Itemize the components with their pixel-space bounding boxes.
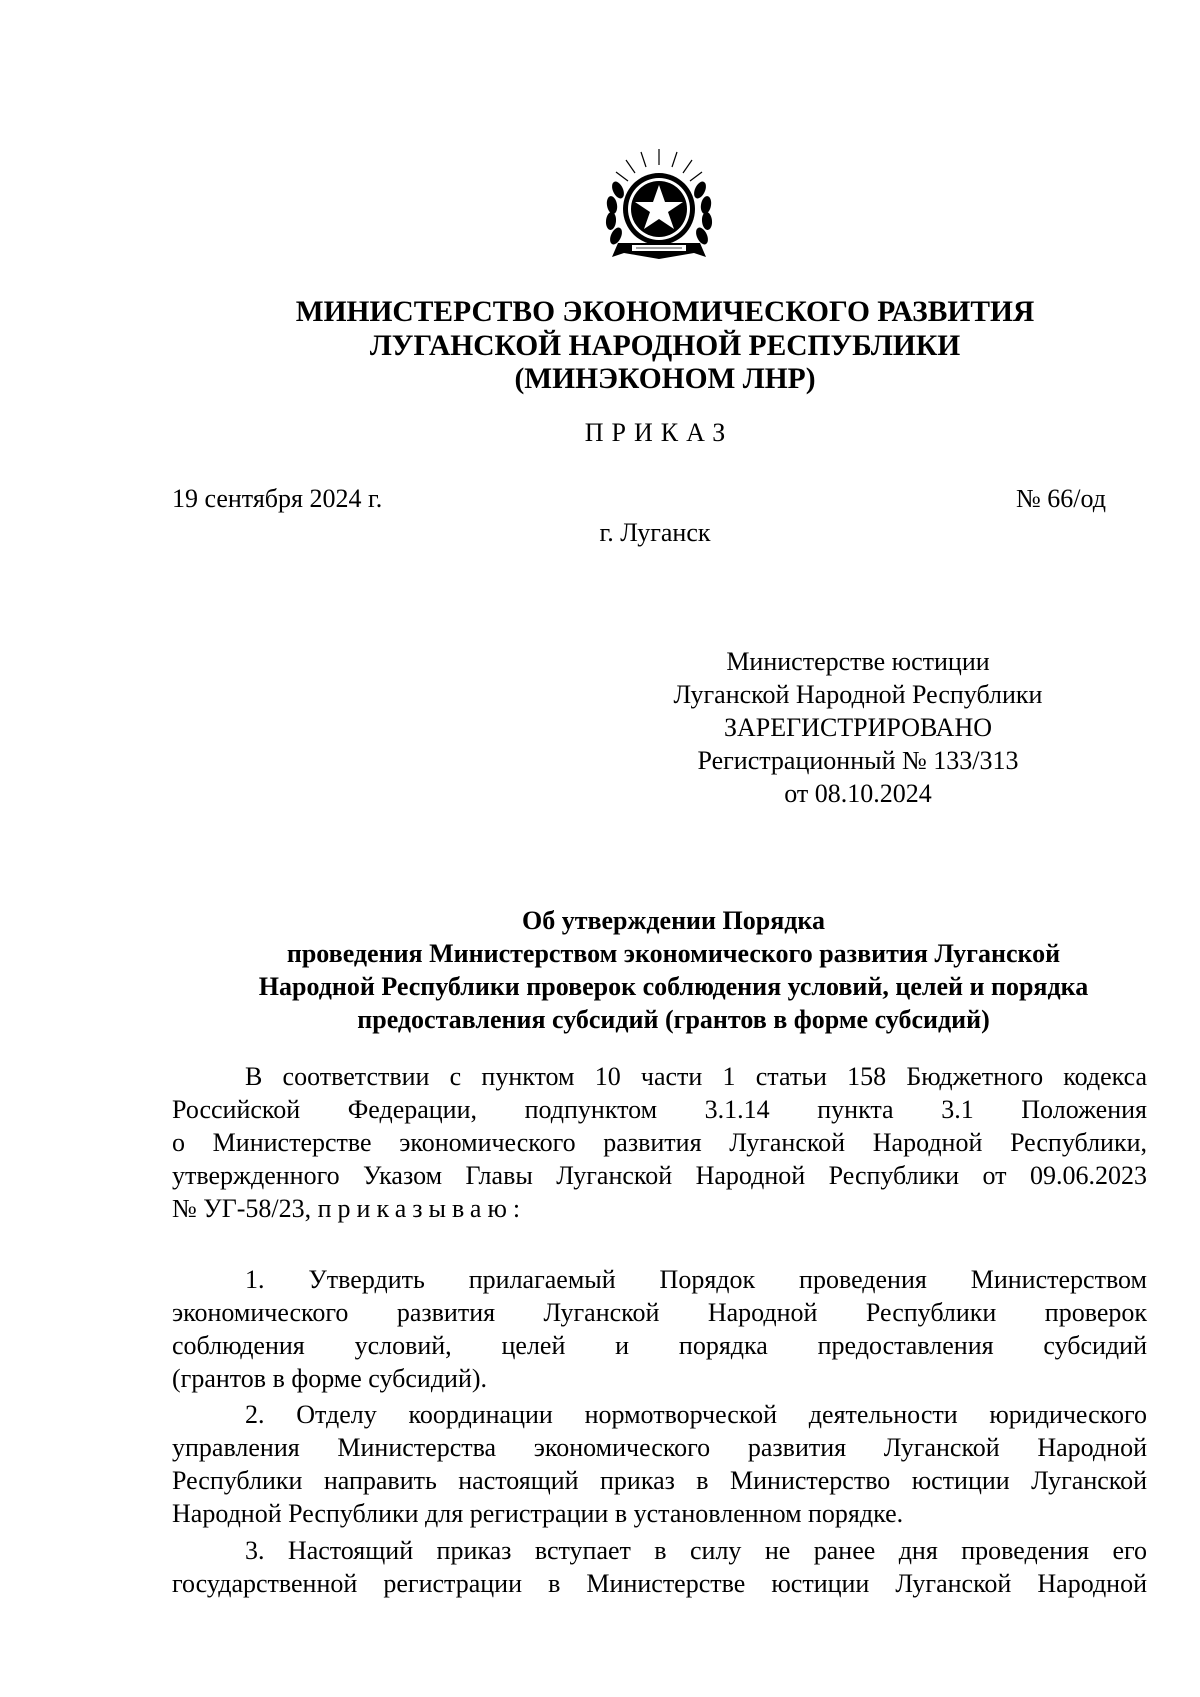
ministry-name-line2: ЛУГАНСКОЙ НАРОДНОЙ РЕСПУБЛИКИ (369, 329, 961, 362)
item-line: 3. Настоящий приказ вступает в силу не ранее дня проведения его (245, 1536, 1147, 1565)
title-line2: проведения Министерством экономического развития Луганской (286, 939, 1061, 968)
item-line: Народной Республики для регистрации в установленном порядке. (172, 1499, 904, 1528)
item-line: государственной регистрации в Министерстве юстиции Луганской Народной (172, 1569, 1147, 1598)
registration-line1: Министерстве юстиции (726, 647, 990, 676)
registration-stamp (668, 645, 1048, 810)
item-3-paragraph (172, 1534, 1147, 1600)
document-title (172, 904, 1175, 1036)
preamble-order-word: приказываю: (317, 1194, 527, 1223)
item-line: Республики направить настоящий приказ в Министерство юстиции Луганской (172, 1466, 1147, 1495)
ministry-name-line3: (МИНЭКОНОМ ЛНР) (514, 363, 816, 395)
preamble-line: В соответствии с пунктом 10 части 1 статьи 158 Бюджетного кодекса (245, 1062, 1147, 1091)
coat-of-arms-icon (596, 145, 722, 265)
item-line: (грантов в форме субсидий). (172, 1364, 488, 1393)
preamble-line: о Министерстве экономического развития Луганской Народной Республики, (172, 1128, 1147, 1157)
ministry-name-line1: МИНИСТЕРСТВО ЭКОНОМИЧЕСКОГО РАЗВИТИЯ (295, 296, 1035, 328)
title-line1: Об утверждении Порядка (521, 906, 825, 935)
preamble-last-line (172, 1192, 1147, 1225)
registration-line5: от 08.10.2024 (784, 779, 932, 808)
preamble-line: утвержденного Указом Главы Луганской Народной Республики от 09.06.2023 (172, 1161, 1147, 1190)
item-1-paragraph (172, 1263, 1147, 1395)
registration-line4: Регистрационный № 133/313 (697, 746, 1019, 775)
document-city: г. Луганск (599, 518, 711, 547)
item-line: 1. Утвердить прилагаемый Порядок проведения Министерством (245, 1265, 1147, 1294)
preamble-paragraph (172, 1060, 1147, 1225)
document-date: 19 сентября 2024 г. (172, 484, 383, 513)
document-number: № 66/од (1015, 484, 1106, 513)
item-line: 2. Отделу координации нормотворческой деятельности юридического (245, 1400, 1147, 1429)
preamble-line: Российской Федерации, подпунктом 3.1.14 пункта 3.1 Положения (172, 1095, 1147, 1124)
item-line: экономического развития Луганской Народной Республики проверок (172, 1298, 1147, 1327)
ministry-header (0, 296, 1200, 397)
title-line4: предоставления субсидий (грантов в форме субсидий) (357, 1005, 990, 1034)
registration-line2: Луганской Народной Республики (673, 680, 1043, 709)
item-2-paragraph (172, 1398, 1147, 1530)
registration-line3: ЗАРЕГИСТРИРОВАНО (724, 713, 992, 742)
title-line3: Народной Республики проверок соблюдения условий, целей и порядка (258, 972, 1089, 1001)
item-line: управления Министерства экономического развития Луганской Народной (172, 1433, 1147, 1462)
preamble-decree-ref: № УГ-58/23, (172, 1194, 318, 1223)
item-line: соблюдения условий, целей и порядка предоставления субсидий (172, 1331, 1147, 1360)
document-type: ПРИКАЗ (584, 418, 734, 447)
